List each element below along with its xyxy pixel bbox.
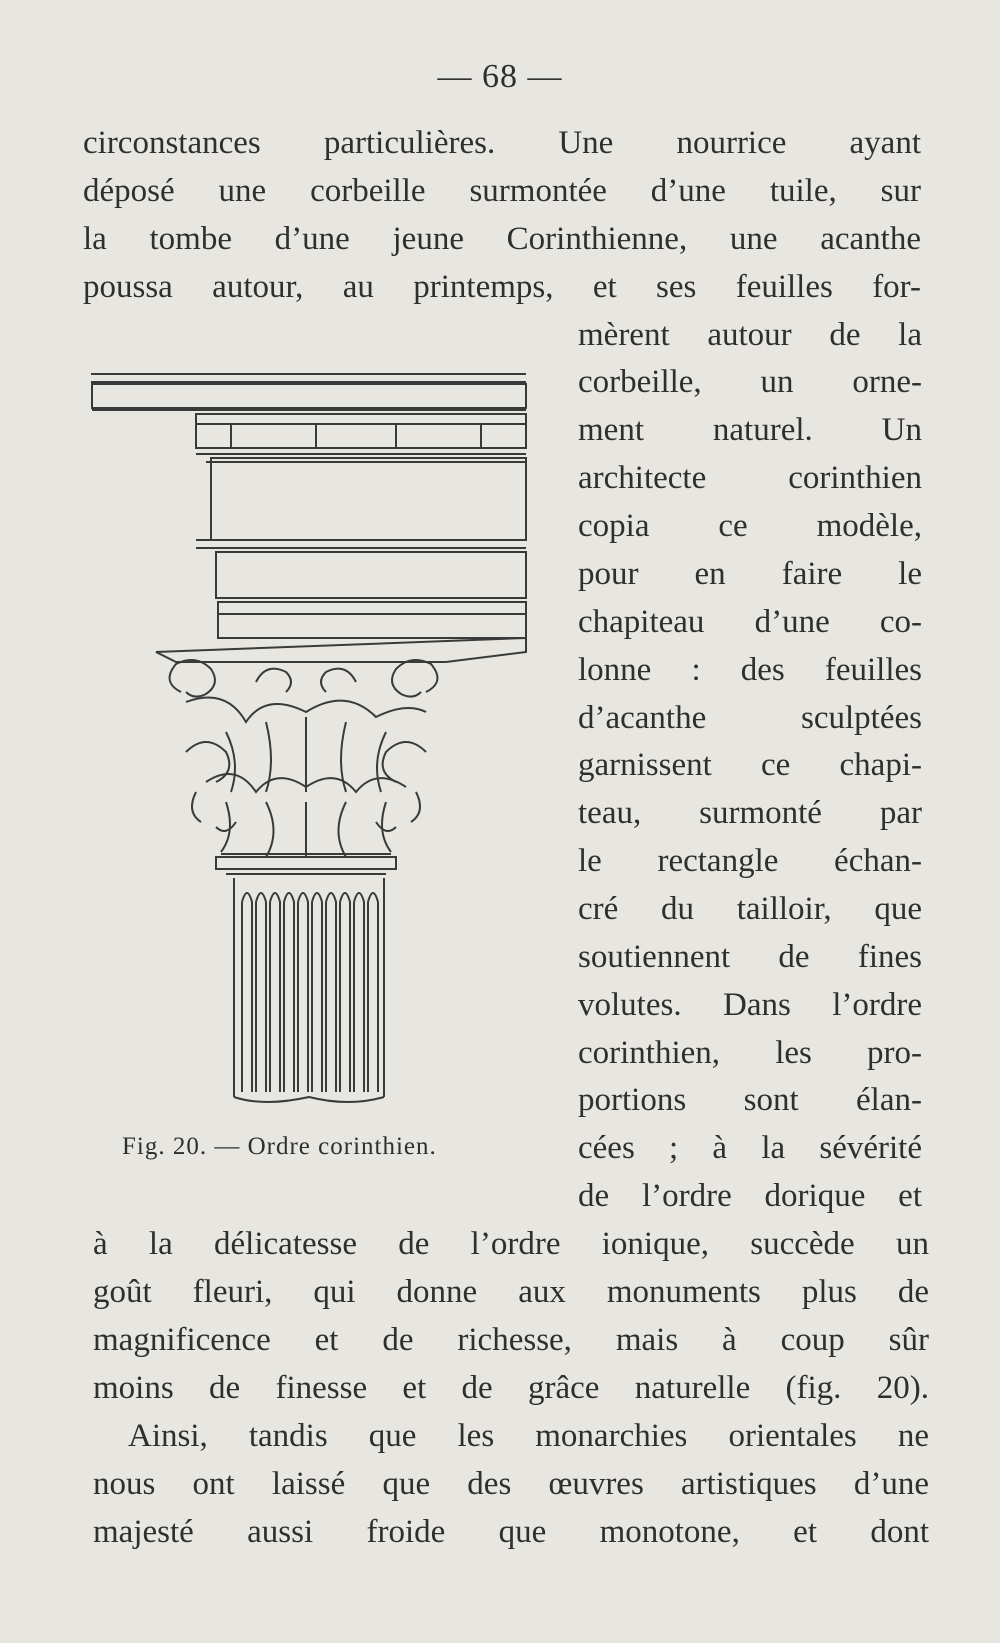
- text-line: architecte corinthien: [578, 460, 922, 496]
- text-line: la tombe d’une jeune Corinthienne, une acanthe: [83, 221, 921, 257]
- text-line: portions sont élan-: [578, 1082, 922, 1118]
- text-line: poussa autour, au printemps, et ses feuilles for-: [83, 269, 921, 305]
- text-line: soutiennent de fines: [578, 939, 922, 975]
- text-line: majesté aussi froide que monotone, et dont: [93, 1514, 929, 1550]
- text-line: chapiteau d’une co-: [578, 604, 922, 640]
- text-line: copia ce modèle,: [578, 508, 922, 544]
- text-line: de l’ordre dorique et: [578, 1178, 922, 1214]
- text-line: cées ; à la sévérité: [578, 1130, 922, 1166]
- text-line: d’acanthe sculptées: [578, 700, 922, 736]
- text-line: à la délicatesse de l’ordre ionique, succède un: [93, 1226, 929, 1262]
- text-line: cré du tailloir, que: [578, 891, 922, 927]
- text-line: garnissent ce chapi-: [578, 747, 922, 783]
- text-line: teau, surmonté par: [578, 795, 922, 831]
- text-line: moins de finesse et de grâce naturelle (fig. 20).: [93, 1370, 929, 1406]
- text-line: corinthien, les pro-: [578, 1035, 922, 1071]
- text-line: déposé une corbeille surmontée d’une tuile, sur: [83, 173, 921, 209]
- text-line: le rectangle échan-: [578, 843, 922, 879]
- text-line: ment naturel. Un: [578, 412, 922, 448]
- text-line: mèrent autour de la: [578, 317, 922, 353]
- text-line: magnificence et de richesse, mais à coup sûr: [93, 1322, 929, 1358]
- corinthian-column-illustration: [86, 362, 536, 1122]
- corinthian-column-drawing: [86, 362, 536, 1122]
- text-line: lonne : des feuilles: [578, 652, 922, 688]
- text-line: nous ont laissé que des œuvres artistiques d’une: [93, 1466, 929, 1502]
- page-number: — 68 —: [437, 58, 563, 95]
- text-line: corbeille, un orne-: [578, 364, 922, 400]
- text-line: pour en faire le: [578, 556, 922, 592]
- figure-caption: Fig. 20. — Ordre corinthien.: [122, 1133, 437, 1160]
- paragraph-first-line: Ainsi, tandis que les monarchies orientales ne: [128, 1418, 929, 1454]
- text-line: goût fleuri, qui donne aux monuments plus de: [93, 1274, 929, 1310]
- text-line: volutes. Dans l’ordre: [578, 987, 922, 1023]
- text-line: circonstances particulières. Une nourrice ayant: [83, 125, 921, 161]
